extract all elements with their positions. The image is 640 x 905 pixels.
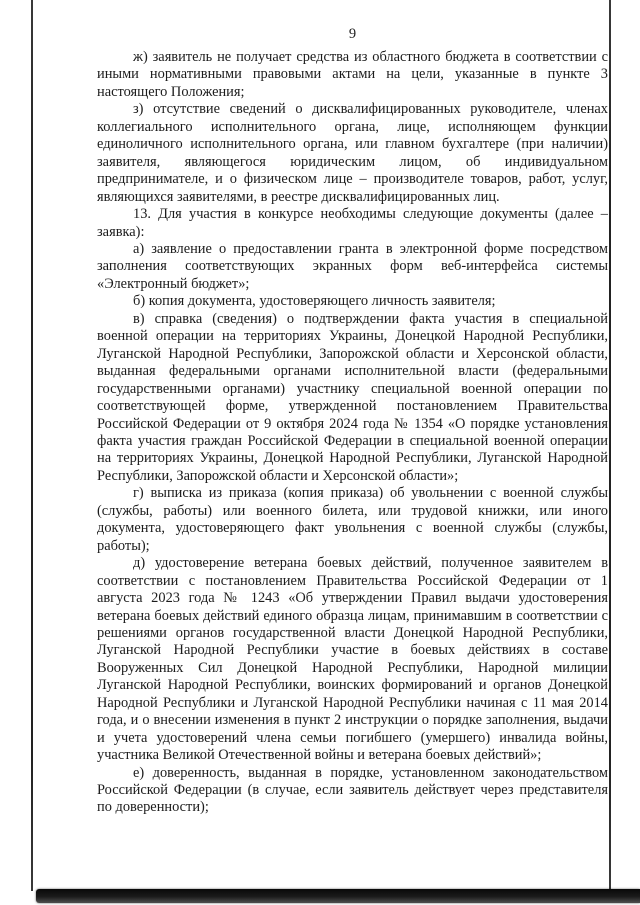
- clause-z-paragraph: з) отсутствие сведений о дисквалифицированных руководителе, членах коллегиального исполнительного органа, лице, исполняющем функции единоличного исполнительного органа, или главном бухгалтере (при наличии) заявителя, являющегося юридическим лицом, об индивидуальном предпринимателе, и о физическом лице – производителе товаров, работ, услуг, являющихся заявителями, в реестре дисквалифицированных лиц.: [97, 101, 608, 205]
- clause-e-paragraph: е) доверенность, выданная в порядке, установленном законодательством Российской Федерации (в случае, если заявитель действует через представителя по доверенности);: [97, 764, 608, 816]
- scan-artifact-bar: [36, 889, 640, 903]
- page-number: 9: [348, 26, 357, 42]
- clause-b-paragraph: б) копия документа, удостоверяющего личность заявителя;: [133, 293, 496, 310]
- document-body: [97, 49, 608, 817]
- item-13-paragraph: 13. Для участия в конкурсе необходимы следующие документы (далее – заявка):: [97, 206, 608, 240]
- page-border-right-line: [609, 0, 611, 891]
- clause-g-paragraph: г) выписка из приказа (копия приказа) об увольнении с военной службы (службы, работы) или военного билета, или трудовой книжки, или иного документа, удостоверяющего факт увольнения с военной службы (службы, работы);: [97, 485, 608, 554]
- clause-d-paragraph: д) удостоверение ветерана боевых действий, полученное заявителем в соответствии с постановлением Правительства Российской Федерации от 1 августа 2023 года № 1243 «Об утверждении Правил выдачи удостоверения ветерана боевых действий единого образца лицам, принимавшим в соответствии с решениями органов государственной власти Донецкой Народной Республики, Луганской Народной Республики участие в боевых действиях в составе Вооруженных Сил Донецкой Народной Республики, Народной милиции Луганской Народной Республики, воинских формирований и органов Донецкой Народной Республики и Луганской Народной Республики начиная с 11 мая 2014 года, и о внесении изменения в пункт 2 инструкции о порядке заполнения, выдачи и учета удостоверений члена семьи погибшего (умершего) инвалида войны, участника Великой Отечественной войны и ветерана боевых действий»;: [97, 555, 608, 764]
- clause-zh-paragraph: ж) заявитель не получает средства из областного бюджета в соответствии с иными нормативными правовыми актами на цели, указанные в пункте 3 настоящего Положения;: [97, 49, 608, 100]
- clause-v-paragraph: в) справка (сведения) о подтверждении факта участия в специальной военной операции на территориях Украины, Донецкой Народной Республики, Луганской Народной Республики, Запорожской области и Херсонской области, выданная федеральными органами исполнительной власти (федеральными государственными органами) участнику специальной военной операции по соответствующей форме, утвержденной постановлением Правительства Российской Федерации от 9 октября 2024 года № 1354 «О порядке установления факта участия граждан Российской Федерации в специальной военной операции на территориях Украины, Донецкой Народной Республики, Луганской Народной Республики, Запорожской области и Херсонской области»;: [97, 310, 608, 484]
- clause-a-paragraph: а) заявление о предоставлении гранта в электронной форме посредством заполнения соответствующих экранных форм веб-интерфейса системы «Электронный бюджет»;: [97, 240, 608, 292]
- page-border-left-line: [31, 0, 33, 891]
